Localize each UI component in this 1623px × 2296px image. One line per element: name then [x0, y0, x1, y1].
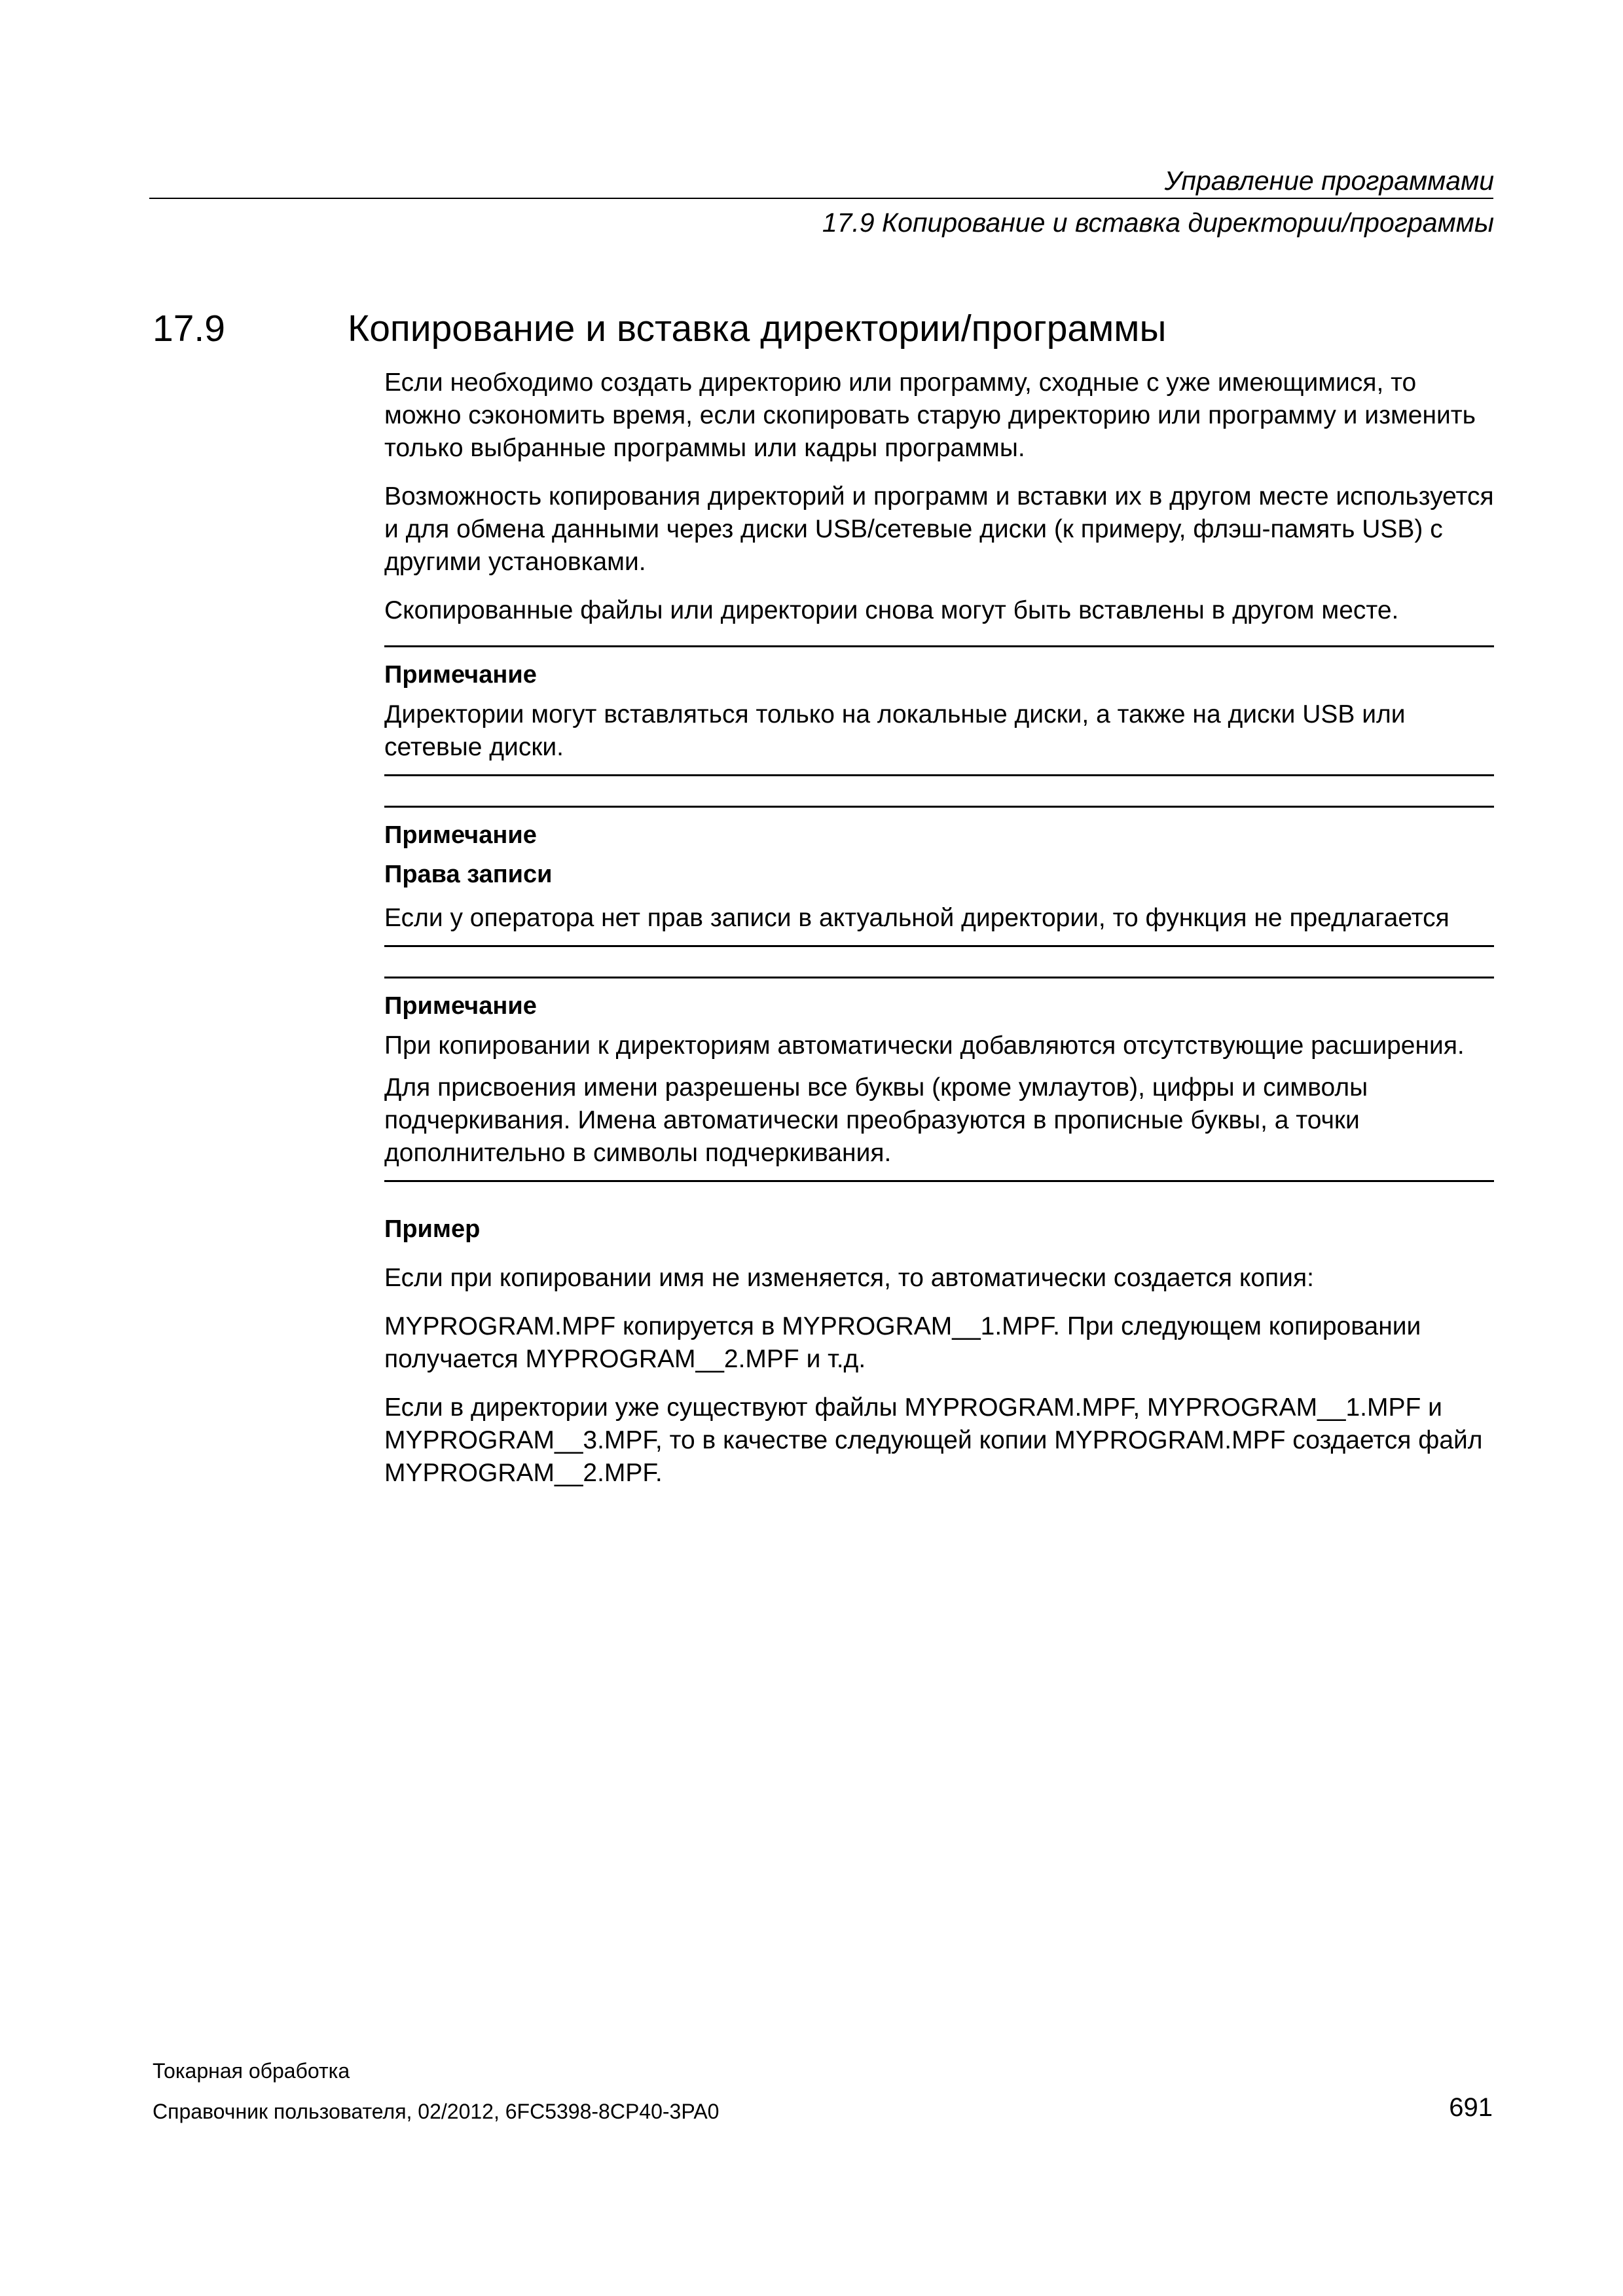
note-heading: Примечание	[384, 821, 537, 849]
example-paragraph: Если в директории уже существуют файлы MYPROGRAM.MPF, MYPROGRAM__1.MPF и MYPROGRAM__3.MPF, то в качестве следующей копии MYPROGRAM.MPF создается файл MYPROGRAM__2.MPF.	[384, 1393, 1483, 1487]
note-heading: Примечание	[384, 661, 537, 689]
running-header-chapter: Управление программами	[1164, 166, 1494, 196]
footer-manual-info: Справочник пользователя, 02/2012, 6FC5398-8CP40-3PA0	[153, 2100, 720, 2123]
note-block	[384, 806, 1494, 947]
note-paragraph: Если у оператора нет прав записи в актуальной директории, то функция не предлагается	[384, 904, 1450, 932]
note-subheading: Права записи	[384, 861, 553, 888]
note-block	[384, 977, 1494, 1182]
header-rule	[149, 198, 1493, 199]
intro-paragraph: Если необходимо создать директорию или программу, сходные с уже имеющимися, то можно сэкономить время, если скопировать старую директорию или программу и изменить только выбранные программы или кадры программы.	[384, 368, 1476, 462]
note-paragraph: Для присвоения имени разрешены все буквы (кроме умлаутов), цифры и символы подчеркивания. Имена автоматически преобразуются в прописные буквы, а точки дополнительно в символы подчеркивания.	[384, 1073, 1368, 1167]
note-paragraph: При копировании к директориям автоматически добавляются отсутствующие расширения.	[384, 1031, 1465, 1060]
section-title: Копирование и вставка директории/программы	[348, 308, 1167, 350]
footer-product: Токарная обработка	[153, 2059, 350, 2083]
example-heading: Пример	[384, 1215, 481, 1243]
running-header-section: 17.9 Копирование и вставка директории/программы	[822, 207, 1494, 238]
note-heading: Примечание	[384, 992, 537, 1020]
example-paragraph: MYPROGRAM.MPF копируется в MYPROGRAM__1.MPF. При следующем копировании получается MYPROGRAM__2.MPF и т.д.	[384, 1312, 1421, 1373]
intro-paragraph: Скопированные файлы или директории снова могут быть вставлены в другом месте.	[384, 596, 1399, 624]
section-number: 17.9	[153, 308, 225, 350]
page-number: 691	[1449, 2093, 1493, 2122]
intro-paragraph: Возможность копирования директорий и программ и вставки их в другом месте используется и для обмена данными через диски USB/сетевые диски (к примеру, флэш-память USB) с другими установками.	[384, 482, 1494, 576]
main-content	[384, 367, 1494, 1505]
note-paragraph: Директории могут вставляться только на локальные диски, а также на диски USB или сетевые диски.	[384, 700, 1406, 761]
example-paragraph: Если при копировании имя не изменяется, то автоматически создается копия:	[384, 1264, 1314, 1292]
note-block	[384, 645, 1494, 776]
